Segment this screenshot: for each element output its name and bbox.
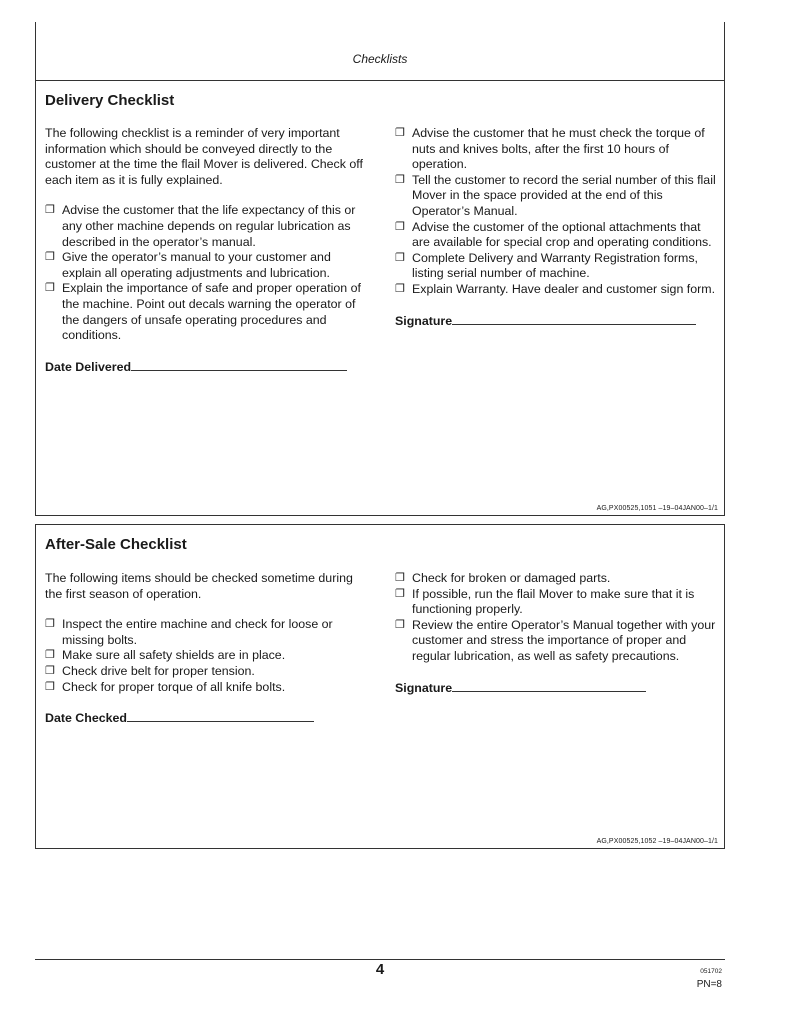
checkbox-icon[interactable]: ❐ xyxy=(395,572,405,584)
top-left-rule xyxy=(35,22,36,80)
delivery-intro: The following checklist is a reminder of very important information which should be conveyed directly to the customer at the time the flail Mover is delivered. Check off each item as it is fully explained. xyxy=(45,126,363,187)
delivery-item-text: Complete Delivery and Warranty Registration forms, listing serial number of machine. xyxy=(412,250,699,281)
after-sale-reference-code: AG,PX00525,1052 –19–04JAN00–1/1 xyxy=(596,838,718,845)
date-checked-line[interactable] xyxy=(127,712,314,722)
delivery-item[interactable] xyxy=(395,251,720,282)
delivery-item[interactable] xyxy=(395,282,720,298)
after-sale-item[interactable] xyxy=(395,618,720,665)
delivery-checklist-panel xyxy=(35,80,725,516)
after-sale-item-text: If possible, run the flail Mover to make sure that it is functioning properly. xyxy=(412,586,695,617)
delivery-signature-field[interactable] xyxy=(395,314,720,330)
delivery-item[interactable] xyxy=(45,250,373,281)
delivery-right-column xyxy=(395,126,720,329)
after-sale-item[interactable] xyxy=(45,648,365,664)
after-sale-checklist-title: After-Sale Checklist xyxy=(45,536,187,553)
after-sale-item-text: Make sure all safety shields are in place. xyxy=(62,648,286,663)
delivery-item-text: Explain Warranty. Have dealer and customer sign form. xyxy=(412,281,716,296)
date-delivered-line[interactable] xyxy=(131,361,347,371)
checkbox-icon[interactable]: ❐ xyxy=(45,680,55,693)
checkbox-icon[interactable]: ❐ xyxy=(395,282,405,295)
delivery-item[interactable] xyxy=(395,173,720,220)
after-sale-checklist-panel xyxy=(35,524,725,849)
checkbox-icon[interactable]: ❐ xyxy=(45,251,55,264)
after-sale-item[interactable] xyxy=(395,587,720,618)
checkbox-icon[interactable]: ❐ xyxy=(395,173,405,186)
page-number: 4 xyxy=(375,961,385,978)
delivery-item[interactable] xyxy=(45,203,373,250)
after-sale-item-text: Review the entire Operator’s Manual together with your customer and stress the importance of proper and regular lubrication, as well as safety precautions. xyxy=(412,617,716,663)
after-sale-intro: The following items should be checked sometime during the first season of operation. xyxy=(45,571,353,601)
top-right-rule xyxy=(724,22,725,80)
delivery-item-text: Advise the customer of the optional attachments that are available for special crop and operating conditions. xyxy=(412,219,712,250)
checkbox-icon[interactable]: ❐ xyxy=(45,664,55,677)
after-sale-item-text: Inspect the entire machine and check for loose or missing bolts. xyxy=(62,617,333,647)
checkbox-icon[interactable]: ❐ xyxy=(45,649,55,662)
page-header-title: Checklists xyxy=(352,52,408,66)
delivery-item-text: Advise the customer that he must check the torque of nuts and knives bolts, after the first 10 hours of operation. xyxy=(412,126,705,172)
delivery-left-column xyxy=(45,126,373,375)
delivery-checklist-title: Delivery Checklist xyxy=(45,92,175,109)
delivery-item-text: Give the operator’s manual to your customer and explain all operating adjustments and lubrication. xyxy=(62,250,331,280)
after-sale-item[interactable] xyxy=(45,664,365,680)
delivery-item-text: Explain the importance of safe and proper operation of the machine. Point out decals warning the operator of the dangers of unsafe operating procedures and conditions. xyxy=(62,281,361,343)
checkbox-icon[interactable]: ❐ xyxy=(395,220,405,233)
delivery-item[interactable] xyxy=(395,220,720,251)
after-sale-signature-label: Signature xyxy=(395,680,453,695)
checkbox-icon[interactable]: ❐ xyxy=(395,251,405,264)
date-checked-field[interactable] xyxy=(45,711,365,727)
date-delivered-field[interactable] xyxy=(45,360,373,376)
footer-code: 051702 xyxy=(700,968,722,975)
footer-rule xyxy=(35,959,725,960)
after-sale-right-column xyxy=(395,571,720,696)
delivery-signature-line[interactable] xyxy=(452,315,696,325)
checkbox-icon[interactable]: ❐ xyxy=(395,587,405,600)
after-sale-item-text: Check drive belt for proper tension. xyxy=(62,663,255,678)
checkbox-icon[interactable]: ❐ xyxy=(45,204,55,217)
date-checked-label: Date Checked xyxy=(45,711,127,726)
checkbox-icon[interactable]: ❐ xyxy=(45,282,55,295)
after-sale-item-text: Check for proper torque of all knife bolts. xyxy=(62,679,286,694)
date-delivered-label: Date Delivered xyxy=(45,359,132,374)
delivery-item-text: Tell the customer to record the serial number of this flail Mover in the space provided at the end of this Operator’s Manual. xyxy=(412,172,716,218)
delivery-item[interactable] xyxy=(395,126,720,173)
delivery-reference-code: AG,PX00525,1051 –19–04JAN00–1/1 xyxy=(596,505,718,512)
after-sale-signature-field[interactable] xyxy=(395,681,720,697)
after-sale-item[interactable] xyxy=(395,571,720,587)
checkbox-icon[interactable]: ❐ xyxy=(395,127,405,139)
after-sale-item[interactable] xyxy=(45,617,365,648)
after-sale-signature-line[interactable] xyxy=(452,682,646,692)
after-sale-item-text: Check for broken or damaged parts. xyxy=(412,571,611,585)
after-sale-left-column xyxy=(45,571,365,727)
checkbox-icon[interactable]: ❐ xyxy=(45,618,55,631)
after-sale-item[interactable] xyxy=(45,680,365,696)
checkbox-icon[interactable]: ❐ xyxy=(395,618,405,631)
delivery-item[interactable] xyxy=(45,281,373,343)
delivery-signature-label: Signature xyxy=(395,313,453,328)
footer-pn: PN=8 xyxy=(696,979,722,990)
delivery-item-text: Advise the customer that the life expectancy of this or any other machine depends on regular lubrication as described in the operator’s manual. xyxy=(62,203,356,249)
